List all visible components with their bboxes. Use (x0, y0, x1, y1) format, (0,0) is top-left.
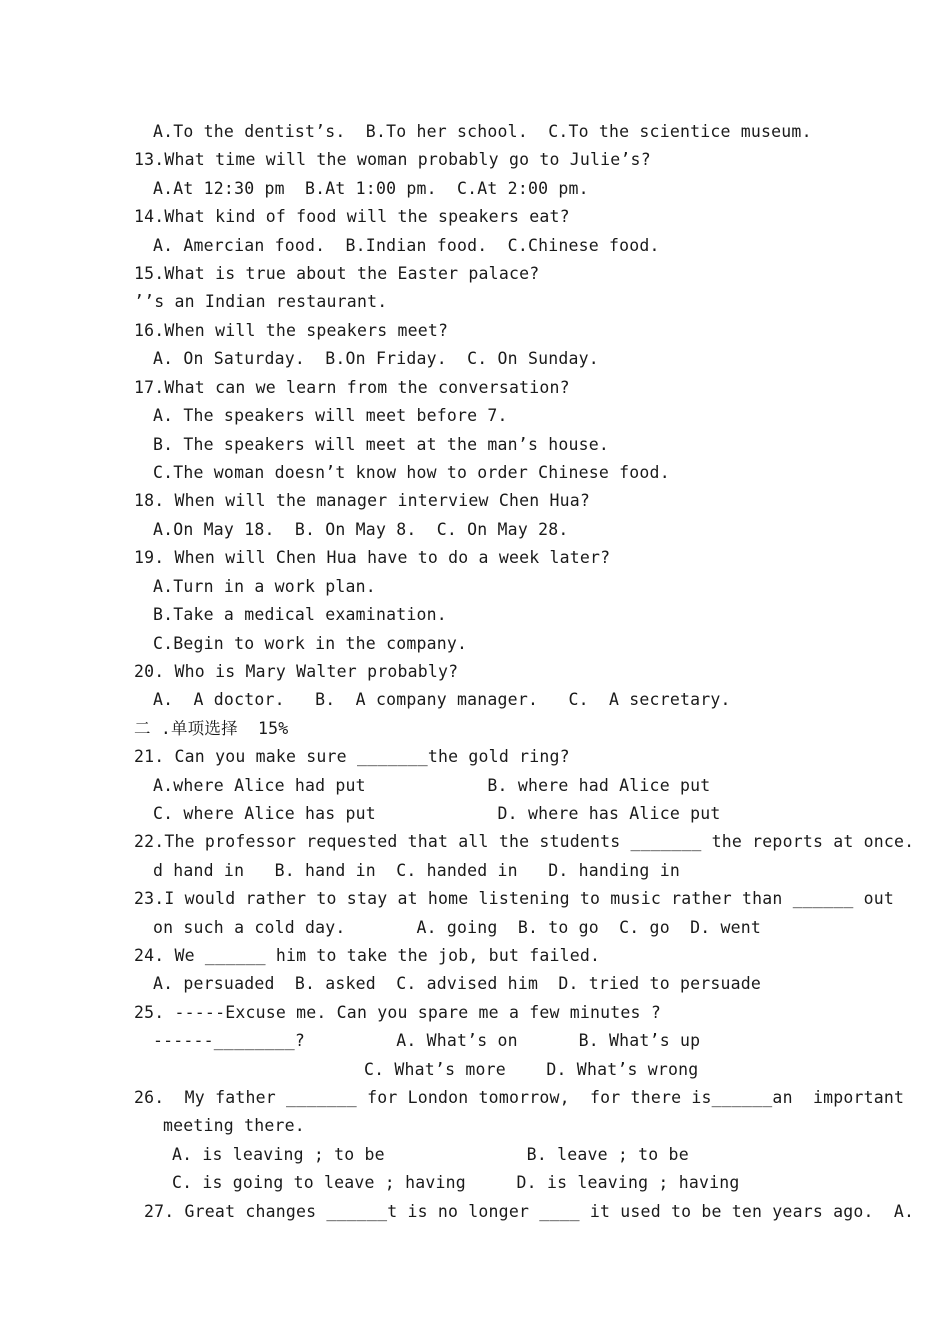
q20-question: 20. Who is Mary Walter probably? (134, 662, 459, 681)
q17-option-b: B. The speakers will meet at the man’s house. (153, 435, 610, 454)
q25-options-cd: C. What’s more D. What’s wrong (364, 1060, 699, 1079)
q24-question: 24. We ______ him to take the job, but failed. (134, 946, 601, 965)
q12-options: A.To the dentist’s. B.To her school. C.To the scientice museum. (153, 122, 812, 141)
q22-question: 22.The professor requested that all the students _______ the reports at once. (134, 832, 915, 851)
q21-options-ab: A.where Alice had put B. where had Alice put (153, 776, 711, 795)
q13-question: 13.What time will the woman probably go to Julie’s? (134, 150, 651, 169)
q27-question: 27. Great changes ______t is no longer ____ it used to be ten years ago. A. (144, 1202, 915, 1221)
q16-options: A. On Saturday. B.On Friday. C. On Sunday. (153, 349, 599, 368)
q25-question: 25. -----Excuse me. Can you spare me a few minutes ? (134, 1003, 661, 1022)
q25-options-ab: ------________? A. What’s on B. What’s up (153, 1031, 701, 1050)
q20-options: A. A doctor. B. A company manager. C. A secretary. (153, 690, 731, 709)
q17-option-a: A. The speakers will meet before 7. (153, 406, 508, 425)
q26-options-ab: A. is leaving ; to be B. leave ; to be (172, 1145, 689, 1164)
q19-option-c: C.Begin to work in the company. (153, 634, 468, 653)
q26-options-cd: C. is going to leave ; having D. is leaving ; having (172, 1173, 740, 1192)
section-heading: 二 .单项选择 15% (134, 719, 289, 738)
q14-options: A. Amercian food. B.Indian food. C.Chinese food. (153, 236, 660, 255)
q23-options: on such a cold day. A. going B. to go C. go D. went (153, 918, 762, 937)
q21-options-cd: C. where Alice has put D. where has Alice put (153, 804, 721, 823)
q15-question: 15.What is true about the Easter palace? (134, 264, 540, 283)
q19-question: 19. When will Chen Hua have to do a week later? (134, 548, 611, 567)
q13-options: A.At 12:30 pm B.At 1:00 pm. C.At 2:00 pm. (153, 179, 589, 198)
q18-question: 18. When will the manager interview Chen Hua? (134, 491, 591, 510)
q14-question: 14.What kind of food will the speakers eat? (134, 207, 570, 226)
q23-question: 23.I would rather to stay at home listening to music rather than ______ out (134, 889, 895, 908)
q19-option-a: A.Turn in a work plan. (153, 577, 376, 596)
q26-question-cont: meeting there. (163, 1116, 305, 1135)
q16-question: 16.When will the speakers meet? (134, 321, 449, 340)
q19-option-b: B.Take a medical examination. (153, 605, 447, 624)
q17-question: 17.What can we learn from the conversation? (134, 378, 570, 397)
q18-options: A.On May 18. B. On May 8. C. On May 28. (153, 520, 569, 539)
q26-question: 26. My father _______ for London tomorrow, for there is______an important (134, 1088, 905, 1107)
q22-options: d hand in B. hand in C. handed in D. handing in (153, 861, 680, 880)
q17-option-c: C.The woman doesn’t know how to order Chinese food. (153, 463, 670, 482)
q21-question: 21. Can you make sure _______the gold ring? (134, 747, 570, 766)
q15-option-fragment: ’’s an Indian restaurant. (134, 292, 388, 311)
q24-options: A. persuaded B. asked C. advised him D. tried to persuade (153, 974, 762, 993)
